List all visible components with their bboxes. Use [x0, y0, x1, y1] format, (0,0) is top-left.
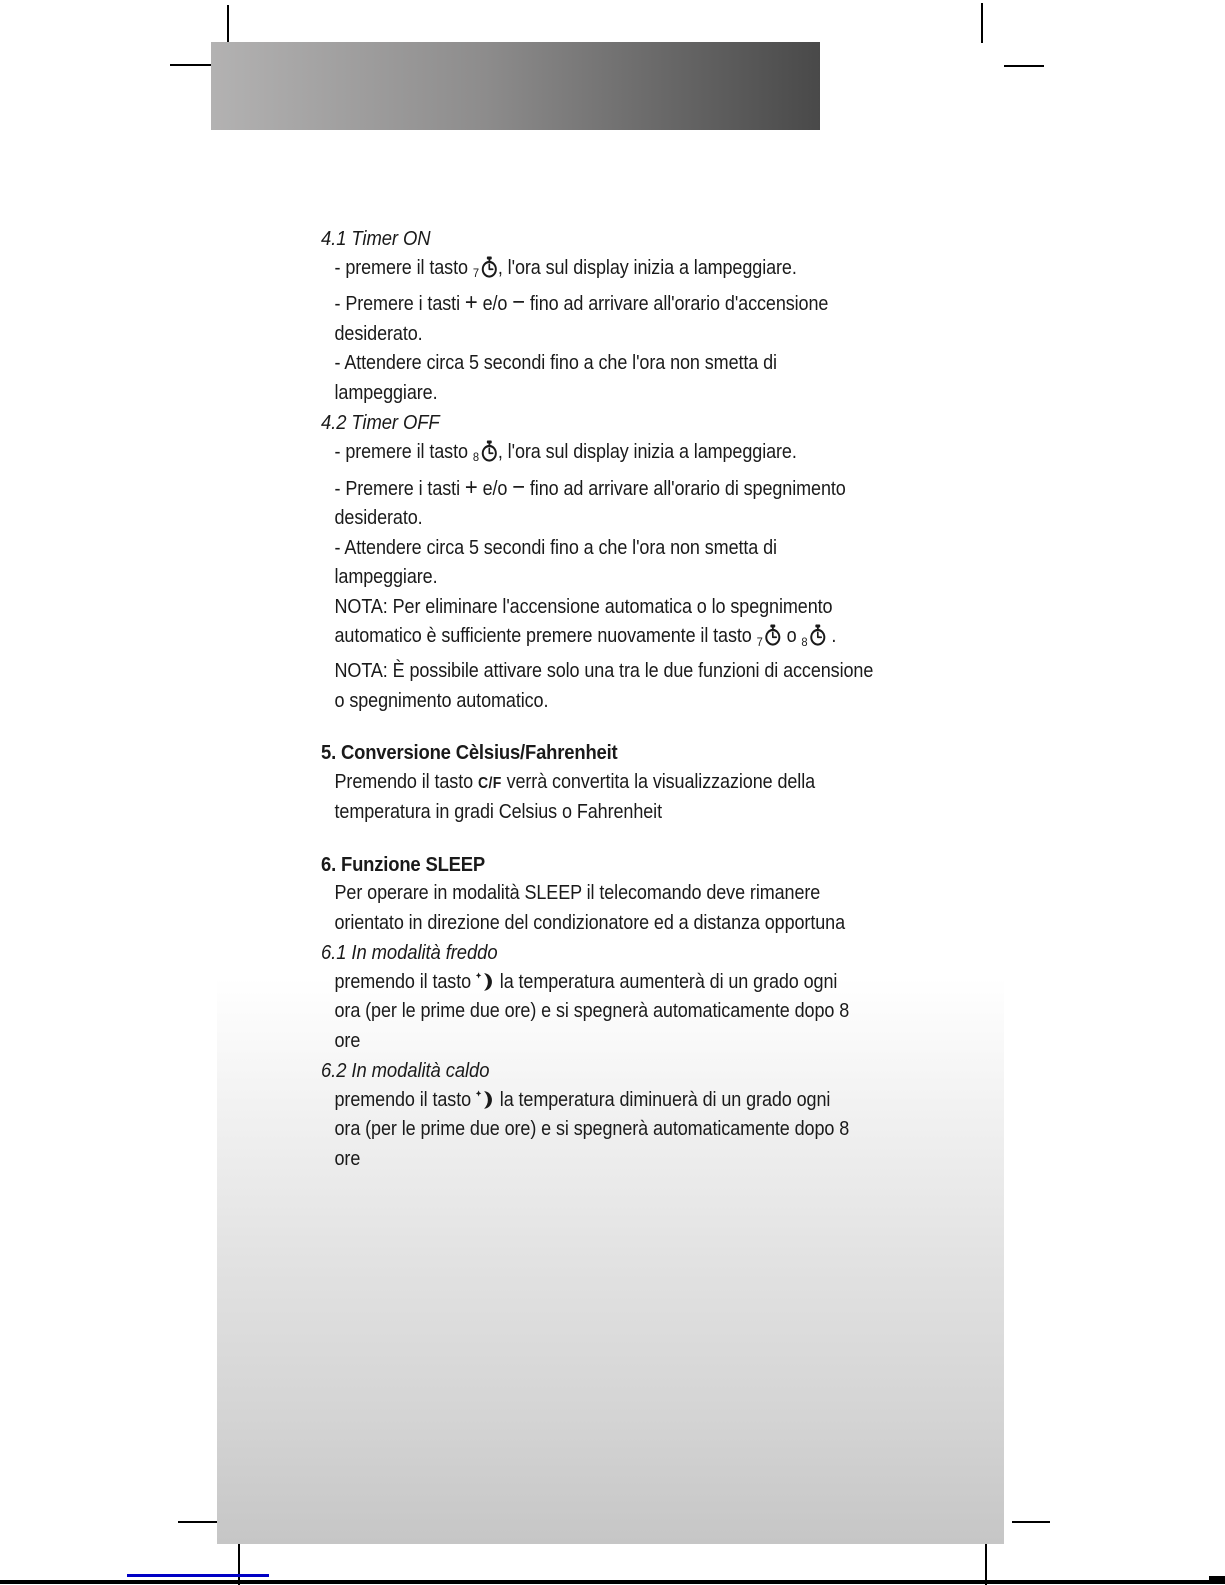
bottom-edge-line — [0, 1580, 1225, 1584]
text-run: , l'ora sul display inizia a lampeggiare. — [497, 256, 797, 279]
timer-on-key-icon — [473, 257, 498, 279]
text-run: - Premere i tasti — [334, 477, 465, 500]
timer-off-key-icon — [801, 625, 826, 647]
text-run: la temperatura aumenterà di un grado ogni — [494, 970, 838, 993]
crop-mark-top-left-horizontal — [170, 64, 212, 66]
crop-mark-top-right-horizontal — [1004, 65, 1044, 67]
bottom-edge-line-right-end — [1209, 1576, 1225, 1584]
text-run: ora (per le prime due ore) e si spegnerà automaticamente dopo 8 — [334, 1118, 850, 1141]
text-line — [321, 563, 969, 593]
text-run: verrà convertita la visualizzazione della — [501, 770, 816, 793]
text-line — [321, 938, 969, 968]
text-run: ora (per le prime due ore) e si spegnerà automaticamente dopo 8 — [334, 1000, 850, 1023]
timer-on-key-icon — [757, 625, 782, 647]
text-line — [321, 1056, 969, 1086]
text-run: NOTA: È possibile attivare solo una tra le due funzioni di accensione — [334, 660, 874, 683]
text-run: temperatura in gradi Celsius o Fahrenheit — [334, 801, 662, 824]
key-number-subscript: 8 — [801, 634, 808, 649]
text-line — [321, 968, 969, 998]
header-gradient-bar — [211, 42, 820, 130]
text-run: NOTA: Per eliminare l'accensione automatica o lo spegnimento — [334, 595, 833, 618]
text-line — [321, 408, 969, 438]
plus-key-icon: + — [464, 473, 478, 501]
text-line — [321, 438, 969, 473]
text-run: . — [826, 625, 837, 648]
text-line — [321, 909, 969, 939]
sleep-key-icon — [476, 971, 495, 993]
timer-off-key-icon — [473, 441, 498, 463]
text-line — [321, 320, 969, 350]
text-run: , l'ora sul display inizia a lampeggiare. — [497, 440, 797, 463]
text-content — [321, 224, 969, 1174]
text-line — [321, 224, 969, 254]
crop-mark-top-right-vertical — [981, 3, 983, 43]
text-run: - premere il tasto — [334, 440, 473, 463]
text-run: - premere il tasto — [334, 256, 473, 279]
blue-underline — [127, 1574, 269, 1577]
text-line — [321, 504, 969, 534]
text-run: Premendo il tasto — [334, 770, 478, 793]
text-line — [321, 473, 969, 505]
text-run: premendo il tasto — [334, 1088, 476, 1111]
text-run: orientato in direzione del condizionatore ed a distanza opportuna — [334, 911, 846, 934]
crop-mark-bottom-left-vertical — [238, 1544, 240, 1585]
text-line — [321, 768, 969, 799]
text-line — [321, 379, 969, 409]
text-line — [321, 850, 969, 880]
text-line — [321, 288, 969, 320]
text-run: o spegnimento automatico. — [334, 689, 549, 712]
text-line — [321, 1086, 969, 1116]
text-run: 6.1 In modalità freddo — [321, 941, 498, 965]
text-run: e/o — [477, 293, 513, 316]
text-line — [321, 738, 969, 768]
text-run: la temperatura diminuerà di un grado ogni — [494, 1088, 831, 1111]
crop-mark-bottom-right-horizontal — [1012, 1521, 1050, 1523]
text-run: 5. Conversione Cèlsius/Fahrenheit — [321, 741, 618, 765]
text-line — [321, 1115, 969, 1145]
spacer — [321, 716, 969, 738]
plus-key-icon: + — [464, 289, 478, 317]
text-line — [321, 622, 969, 657]
text-run: 4.2 Timer OFF — [321, 411, 440, 435]
cf-key-label: C/F — [477, 774, 502, 792]
text-line — [321, 879, 969, 909]
text-line — [321, 997, 969, 1027]
text-run: - Premere i tasti — [334, 293, 465, 316]
text-run: automatico è sufficiente premere nuovamente il tasto — [334, 625, 757, 648]
text-line — [321, 534, 969, 564]
key-number-subscript: 7 — [472, 265, 479, 280]
text-run: - Attendere circa 5 secondi fino a che l'ora non smetta di — [334, 536, 777, 559]
crop-mark-top-left-vertical — [227, 5, 229, 43]
minus-key-icon: − — [512, 289, 525, 317]
text-run: lampeggiare. — [334, 381, 438, 404]
page-area — [217, 130, 1004, 1544]
text-run: - Attendere circa 5 secondi fino a che l'ora non smetta di — [334, 352, 777, 375]
minus-key-icon: − — [512, 473, 525, 501]
text-line — [321, 254, 969, 289]
text-run: ore — [334, 1147, 361, 1170]
text-line — [321, 1145, 969, 1175]
text-line — [321, 687, 969, 717]
text-line — [321, 593, 969, 623]
key-number-subscript: 8 — [472, 450, 479, 465]
text-run: Per operare in modalità SLEEP il telecomando deve rimanere — [334, 882, 821, 905]
text-run: o — [781, 625, 802, 648]
text-run: e/o — [477, 477, 513, 500]
text-run: premendo il tasto — [334, 970, 476, 993]
crop-mark-bottom-right-vertical — [985, 1544, 987, 1585]
crop-mark-bottom-left-horizontal — [178, 1521, 217, 1523]
text-line — [321, 657, 969, 687]
text-line — [321, 349, 969, 379]
text-run: fino ad arrivare all'orario d'accensione — [524, 293, 829, 316]
text-run: lampeggiare. — [334, 566, 438, 589]
text-run: fino ad arrivare all'orario di spegnimento — [524, 477, 846, 500]
text-run: 6. Funzione SLEEP — [321, 852, 486, 876]
text-run: ore — [334, 1029, 361, 1052]
text-run: 6.2 In modalità caldo — [321, 1059, 490, 1083]
sleep-key-icon — [476, 1089, 495, 1111]
text-run: desiderato. — [334, 322, 423, 345]
text-run: 4.1 Timer ON — [321, 227, 431, 250]
text-run: desiderato. — [334, 507, 423, 530]
text-line — [321, 1027, 969, 1057]
spacer — [321, 828, 969, 850]
key-number-subscript: 7 — [756, 634, 763, 649]
text-line — [321, 798, 969, 828]
